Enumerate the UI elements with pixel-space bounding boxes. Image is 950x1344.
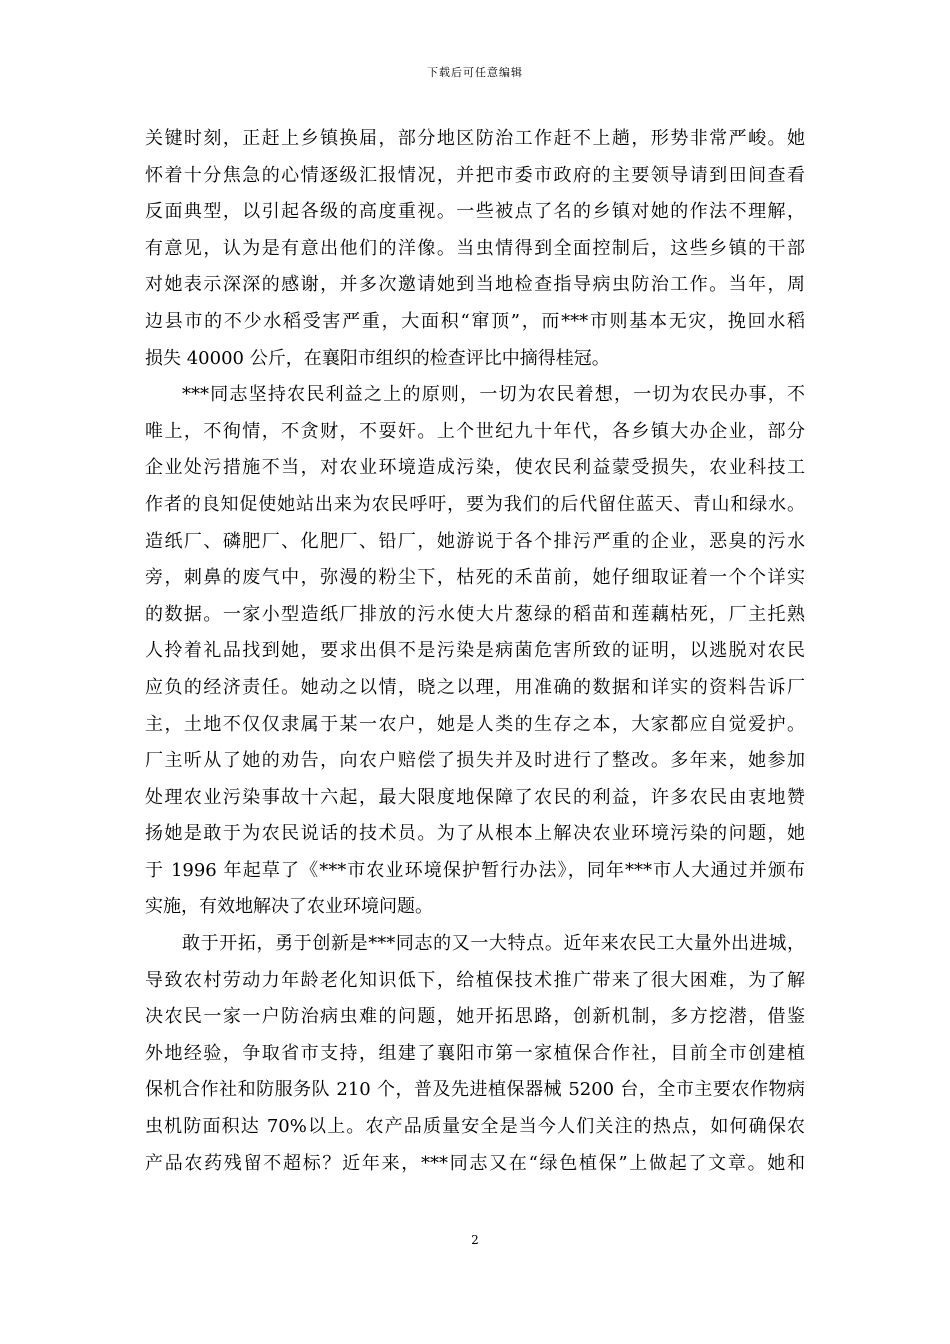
text-line: 旁，刺鼻的废气中，弥漫的粉尘下，枯死的禾苗前，她仔细取证着一个个详实 — [145, 567, 805, 589]
text-line: 唯上，不徇情，不贪财，不耍奸。上个世纪九十年代，各乡镇大办企业，部分 — [145, 420, 805, 442]
text-line: 应负的经济责任。她动之以情，晓之以理，用准确的数据和详实的资料告诉厂 — [145, 676, 805, 698]
text-line: 扬她是敢于为农民说话的技术员。为了从根本上解决农业环境污染的问题，她 — [145, 823, 805, 845]
text-line: 企业处污措施不当，对农业环境造成污染，使农民利益蒙受损失，农业科技工 — [145, 457, 805, 479]
paragraph-1 — [145, 121, 805, 377]
text-line: 导致农村劳动力年龄老化知识低下，给植保技术推广带来了很大困难，为了解 — [145, 969, 805, 991]
text-line: 保机合作社和防服务队 210 个，普及先进植保器械 5200 台，全市主要农作物病 — [145, 1079, 805, 1101]
text-line: 外地经验，争取省市支持，组建了襄阳市第一家植保合作社，目前全市创建植 — [145, 1042, 805, 1064]
text-line: ***同志坚持农民利益之上的原则，一切为农民着想，一切为农民办事，不 — [182, 384, 805, 406]
text-line: 造纸厂、磷肥厂、化肥厂、铅厂，她游说于各个排污严重的企业，恶臭的污水 — [145, 530, 805, 552]
text-line: 有意见，认为是有意出他们的洋像。当虫情得到全面控制后，这些乡镇的干部 — [145, 237, 805, 259]
text-line: 厂主听从了她的劝告，向农户赔偿了损失并及时进行了整改。多年来，她参加 — [145, 750, 805, 772]
text-line: 作者的良知促使她站出来为农民呼吁，要为我们的后代留住蓝天、青山和绿水。 — [145, 493, 805, 515]
text-line: 主，土地不仅仅隶属于某一农户，她是人类的生存之本，大家都应自觉爱护。 — [145, 713, 805, 735]
paragraph-3 — [145, 926, 805, 1182]
text-line: 敢于开拓，勇于创新是***同志的又一大特点。近年来农民工大量外出进城， — [182, 933, 805, 955]
text-line: 决农民一家一户防治病虫难的问题，她开拓思路，创新机制，多方挖潜，借鉴 — [145, 1006, 805, 1028]
text-line: 损失 40000 公斤，在襄阳市组织的检查评比中摘得桂冠。 — [145, 347, 610, 369]
text-line: 虫机防面积达 70%以上。农产品质量安全是当今人们关注的热点，如何确保农 — [145, 1116, 805, 1138]
text-line: 反面典型，以引起各级的高度重视。一些被点了名的乡镇对她的作法不理解， — [145, 201, 805, 223]
text-line: 对她表示深深的感谢，并多次邀请她到当地检查指导病虫防治工作。当年，周 — [145, 274, 805, 296]
text-line: 怀着十分焦急的心情逐级汇报情况，并把市委市政府的主要领导请到田间查看 — [145, 164, 805, 186]
text-line: 于 1996 年起草了《***市农业环境保护暂行办法》，同年***市人大通过并颁布 — [145, 859, 805, 881]
text-line: 实施，有效地解决了农业环境问题。 — [145, 896, 433, 918]
text-line: 人拎着礼品找到她，要求出俱不是污染是病菌危害所致的证明，以逃脱对农民 — [145, 640, 805, 662]
paragraph-2 — [145, 377, 805, 926]
page-header: 下载后可任意编辑 — [427, 66, 523, 79]
text-line: 产品农药残留不超标？近年来，***同志又在“绿色植保”上做起了文章。她和 — [145, 1152, 805, 1174]
text-line: 关键时刻，正赶上乡镇换届，部分地区防治工作赶不上趟，形势非常严峻。她 — [145, 128, 805, 149]
text-line: 处理农业污染事故十六起，最大限度地保障了农民的利益，许多农民由衷地赞 — [145, 786, 805, 808]
text-line: 的数据。一家小型造纸厂排放的污水使大片葱绿的稻苗和莲藕枯死，厂主托熟 — [145, 603, 805, 625]
page-number: 2 — [471, 1233, 479, 1247]
document-body — [145, 121, 805, 1182]
text-line: 边县市的不少水稻受害严重，大面积“窜顶”，而***市则基本无灾，挽回水稻 — [145, 310, 805, 332]
